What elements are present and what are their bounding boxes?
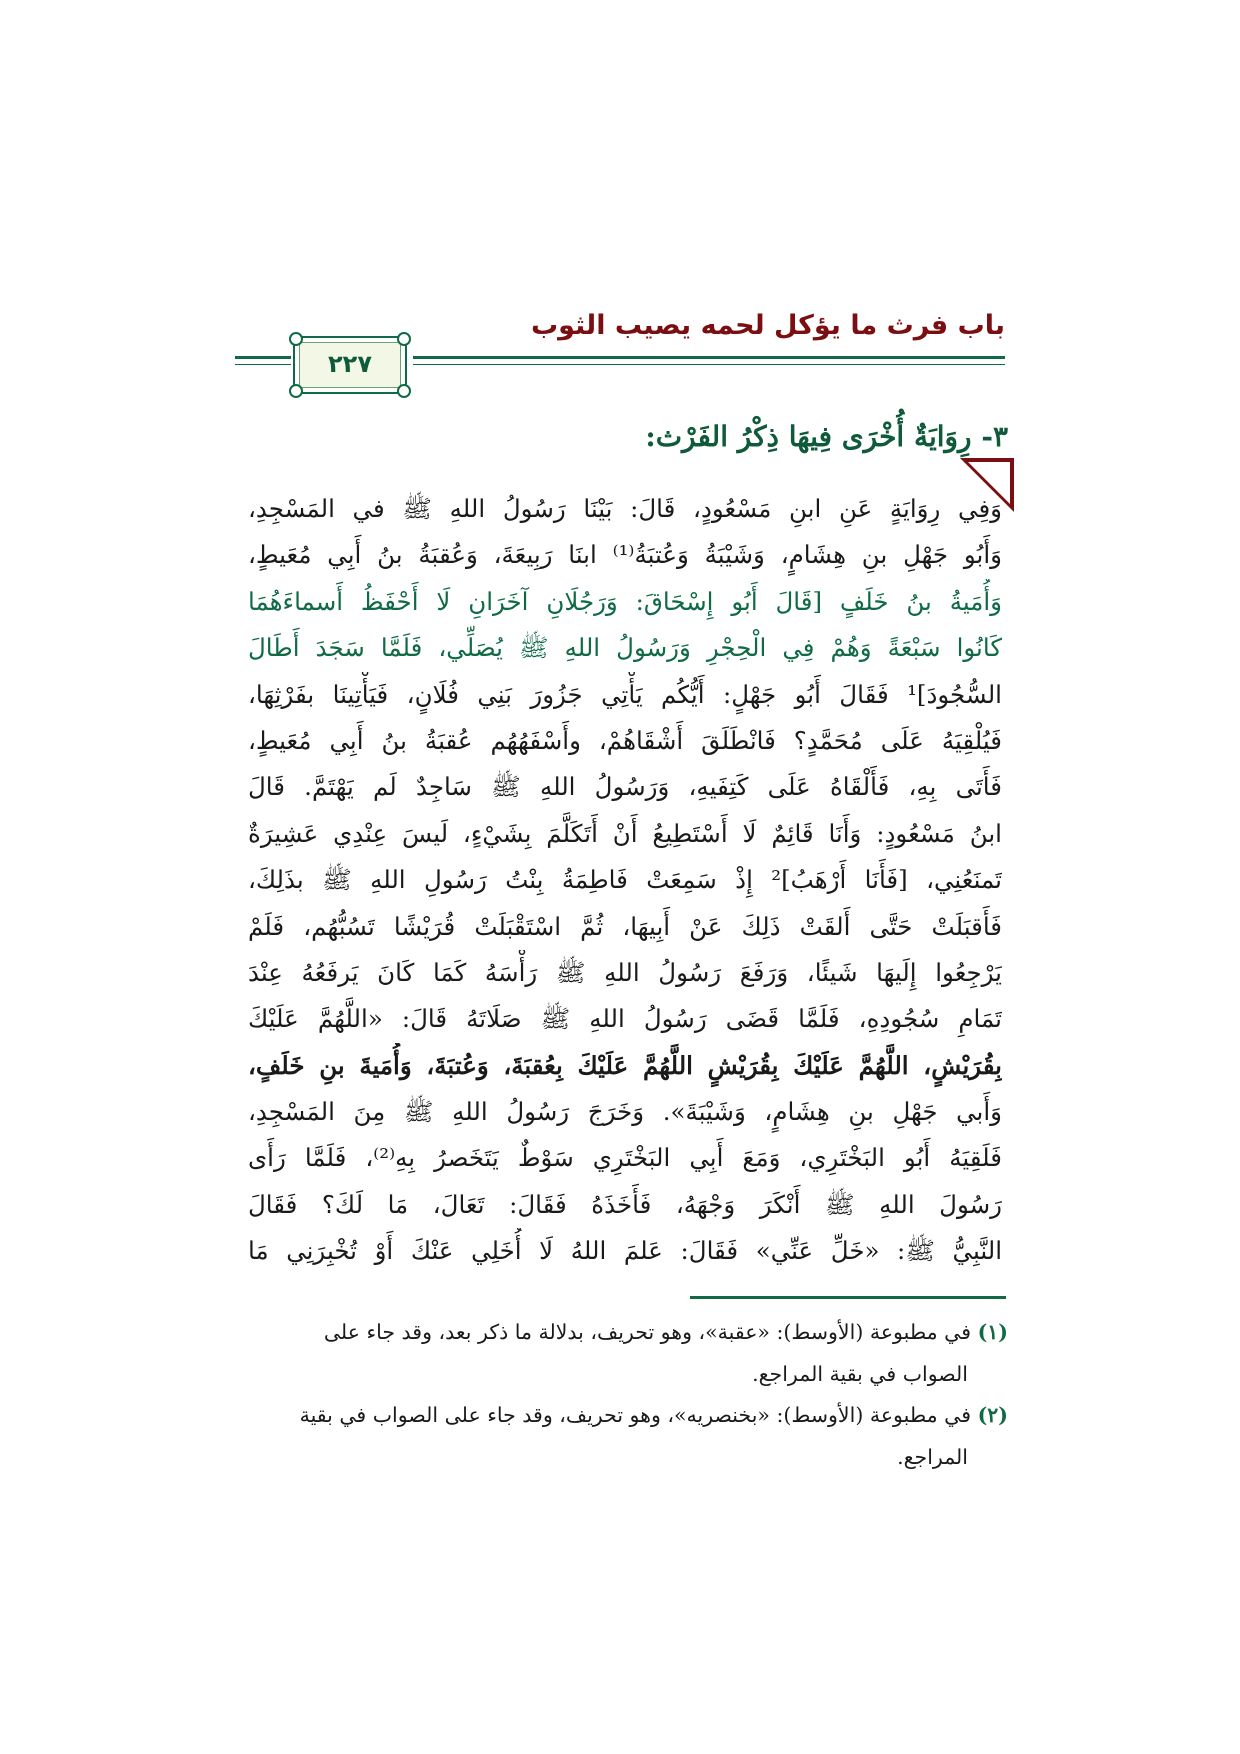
body-line: يَرْجِعُوا إِلَيهَا شَيئًا، وَرَفَعَ رَسُولُ اللهِ ﷺ رَأْسَهُ كَمَا كَانَ يَرفَعُهُ عِنْدَ <box>248 957 1002 987</box>
footnote-1-continuation: الصواب في بقية المراجع. <box>752 1361 968 1386</box>
footnote-separator <box>690 1296 1006 1299</box>
ornament-dot-icon <box>397 332 411 346</box>
page-number-badge <box>293 336 407 394</box>
footnotes <box>234 1312 1008 1478</box>
footnote-2-continuation: المراجع. <box>897 1444 968 1469</box>
ornament-dot-icon <box>397 384 411 398</box>
body-line: وَأَبُو جَهْلِ بنِ هِشَامٍ، وَشَيْبَةُ وَعُتبَةُ⁽¹⁾ ابنَا رَبِيعَةَ، وَعُقبَةُ بنُ أَبِي مُعَيطٍ، <box>248 540 1002 570</box>
body-line: فَلَقِيَهُ أَبُو البَخْتَرِي، وَمَعَ أَبِي البَخْتَرِي سَوْطٌ يَتَخَصرُ بِهِ⁽²⁾، فَلَمَّا رَأَى <box>248 1143 1002 1173</box>
page-number: ٢٢٧ <box>328 350 372 378</box>
body-line: فَأَتَى بِهِ، فَأَلْقَاهُ عَلَى كَتِفَيهِ، وَرَسُولُ اللهِ ﷺ سَاجِدٌ لَم يَهْتَمَّ. قَالَ <box>248 772 1002 802</box>
body-line: فَيُلْقِيَهُ عَلَى مُحَمَّدٍ؟ فَانْطَلَقَ أَشْقَاهُمْ، وأَسْفَهُهُم عُقبَةُ بنُ أَبِي مُعَيطٍ، <box>248 725 1002 755</box>
running-title: باب فرث ما يؤكل لحمه يصيب الثوب <box>530 310 1005 341</box>
body-line: السُّجُودَ]¹ فَقَالَ أَبُو جَهْلٍ: أَيُّكُم يَأْتِي جَزُورَ بَنِي فُلَانٍ، فَيَأْتِينَا بفَرْثِهَا، <box>248 679 1002 709</box>
footnote-text: في مطبوعة (الأوسط): «عقبة»، وهو تحريف، بدلالة ما ذكر بعد، وقد جاء على <box>323 1320 972 1344</box>
body-line-quote: وَأُمَيةُ بنُ خَلَفٍ [قَالَ أَبُو إِسْحَاقَ: وَرَجُلَانِ آخَرَانِ لَا أَحْفَظُ أَسماءَهُمَا <box>248 586 1002 616</box>
header-rule-left-thin <box>235 364 291 365</box>
header-rule-left <box>235 356 291 359</box>
ornament-dot-icon <box>289 332 303 346</box>
body-line: وَفِي رِوَايَةٍ عَنِ ابنِ مَسْعُودٍ، قَالَ: بَيْنَا رَسُولُ اللهِ ﷺ في المَسْجِدِ، <box>248 494 1002 523</box>
body-line-quote: كَانُوا سَبْعَةً وَهُمْ فِي الْحِجْرِ وَرَسُولُ اللهِ ﷺ يُصَلِّي، فَلَمَّا سَجَدَ أَطَالَ <box>248 633 1002 663</box>
body-line: تَمنَعُنِي، [فَأَنَا أَرْهَبُ]² إِذْ سَمِعَتْ فَاطِمَةُ بِنْتُ رَسُولِ اللهِ ﷺ بذَلِكَ، <box>248 865 1002 895</box>
header-rule-right <box>413 356 1005 359</box>
body-line: النَّبِيُّ ﷺ: «خَلِّ عَنِّي» فَقَالَ: عَلمَ اللهُ لَا أُخَلِي عَنْكَ أَوْ تُخْبِرَنِي مَا <box>248 1236 1002 1266</box>
footnote-2 <box>234 1395 1008 1437</box>
header-rule-right-thin <box>413 364 1005 365</box>
body-line: وَأَبي جَهْلِ بنِ هِشَامٍ، وَشَيْبَةَ». وَخَرَجَ رَسُولُ اللهِ ﷺ مِنَ المَسْجِدِ، <box>248 1097 1002 1127</box>
page-header <box>235 312 1005 396</box>
body-line: ابنُ مَسْعُودٍ: وَأَنَا قَائِمٌ لَا أَسْتَطِيعُ أَنْ أَتَكَلَّمَ بِشَيْءٍ، لَيسَ عِنْدِي عَشِيرَةٌ <box>248 818 1002 848</box>
body-text <box>248 486 1002 1275</box>
body-line: رَسُولَ اللهِ ﷺ أَنْكَرَ وَجْهَهُ، فَأَخَذَهُ فَقَالَ: تَعَالَ، مَا لَكَ؟ فَقَالَ <box>248 1189 1002 1219</box>
body-line: فَأَقبَلَتْ حَتَّى أَلقَتْ ذَلِكَ عَنْ أَبِيهَا، ثُمَّ اسْتَقْبَلَتْ قُرَيْشًا تَسُبُّهُم، فَلَمْ <box>248 911 1002 941</box>
footnote-number: (٢) <box>977 1403 1008 1427</box>
ornament-dot-icon <box>289 384 303 398</box>
body-line-hadith: بِقُرَيْشٍ، اللَّهُمَّ عَلَيْكَ بِقُرَيْشٍ اللَّهُمَّ عَلَيْكَ بِعُقبَةَ، وَعُتبَةَ، وَأُمَيةَ بنِ خَلَفٍ، <box>248 1050 1002 1080</box>
footnote-text: في مطبوعة (الأوسط): «بخنصريه»، وهو تحريف، وقد جاء على الصواب في بقية <box>299 1403 972 1427</box>
footnote-1 <box>234 1312 1008 1354</box>
footnote-number: (١) <box>977 1320 1008 1344</box>
body-line: تَمَامِ سُجُودِهِ، فَلَمَّا قَضَى رَسُولُ اللهِ ﷺ صَلَاتَهُ قَالَ: «اللَّهُمَّ عَلَيْكَ <box>248 1004 1002 1034</box>
section-heading: ٣- رِوَايَةٌ أُخْرَى فِيهَا ذِكْرُ الفَرْث: <box>645 420 1008 453</box>
